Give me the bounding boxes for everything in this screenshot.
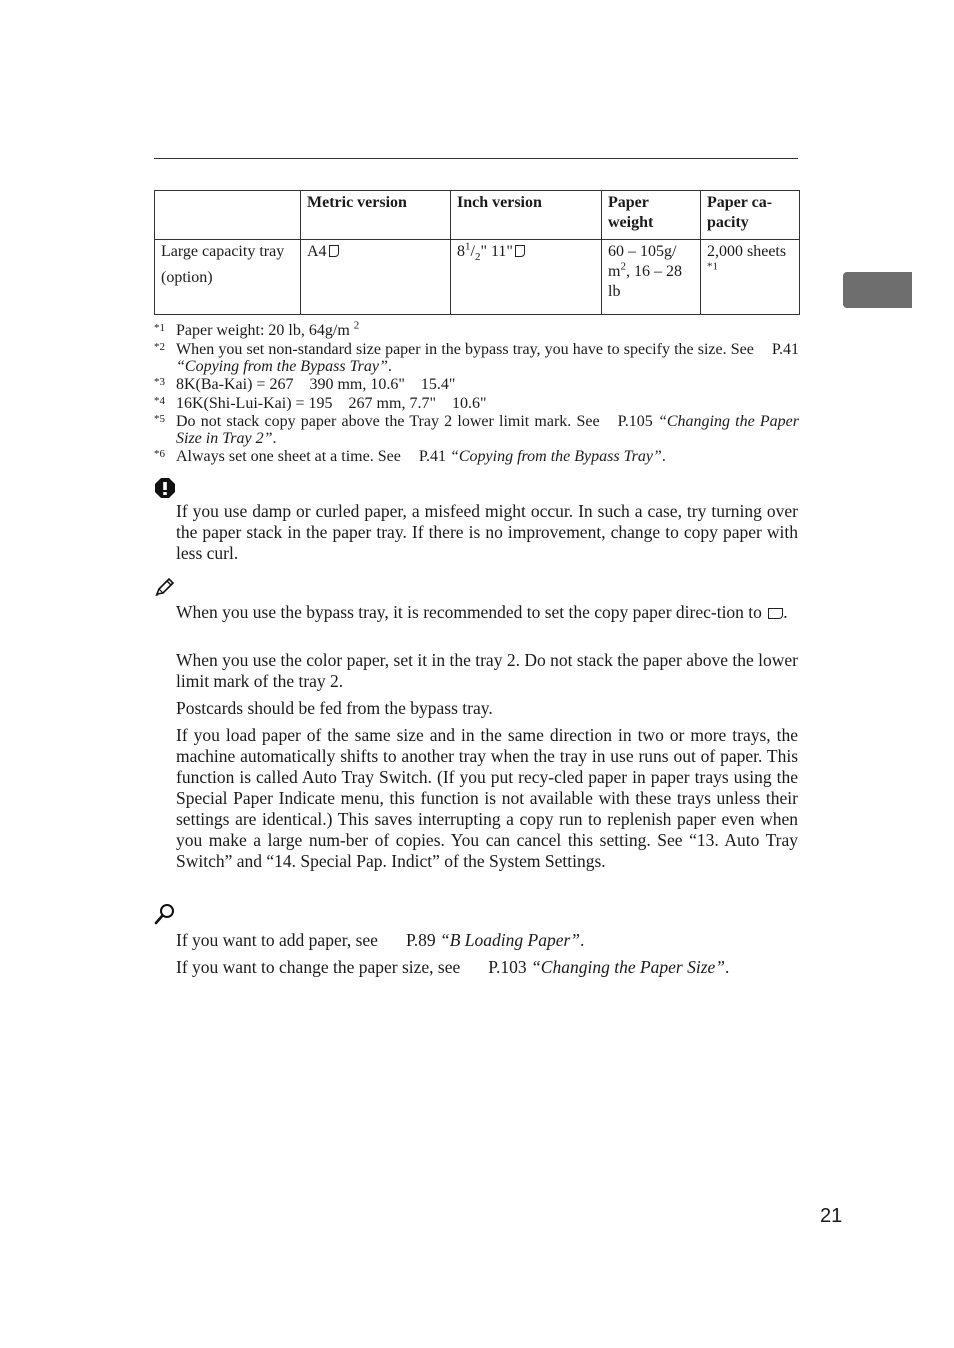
magnifier-icon: [154, 903, 176, 925]
reference-text: If you want to change the paper size, see: [176, 957, 461, 977]
footnote-mark: *1: [154, 322, 165, 334]
note-paragraph: Postcards should be fed from the bypass tray.: [176, 698, 493, 718]
footnote-mark: *2: [154, 341, 165, 353]
page-reference[interactable]: P.41: [418, 448, 446, 465]
page-reference[interactable]: P.89: [405, 930, 436, 950]
important-icon: [154, 477, 176, 499]
important-paragraph: If you use damp or curled paper, a misfeed might occur. In such a case, try turning over the paper stack in the paper tray. If there is no improvement, change to copy paper with less curl.: [176, 501, 798, 563]
pencil-icon: [154, 577, 176, 597]
footnote-superscript: 2: [353, 319, 360, 332]
note-text: When you use the bypass tray, it is recommended to set the copy paper direc-tion to: [176, 602, 762, 622]
inch-numerator: 1: [465, 240, 471, 253]
reference-paragraph: [176, 957, 798, 978]
reference-title[interactable]: “Changing the Paper Size in Tray 2”: [176, 413, 799, 447]
table-header: Inch version: [451, 191, 602, 240]
footnote-mark: *3: [154, 376, 165, 388]
punctuation: .: [661, 448, 666, 465]
footnote-text: Always set one sheet at a time. See: [176, 448, 401, 465]
reference-title[interactable]: “B Loading Paper”: [439, 930, 581, 950]
portrait-orientation-icon: [329, 245, 339, 257]
punctuation: .: [580, 930, 585, 950]
note-paragraph: If you load paper of the same size and in the same direction in two or more trays, the machine automatically shifts to another tray when the tray in use runs out of paper. This function is called Auto Tray Switch. (If you put recy-cled paper in paper trays using the Special Paper Indicate menu, this function is not available with these trays unless their settings are identical.) This saves interrupting a copy run to replenish paper even when you make a large num-ber of copies. You can cancel this setting. See “13. Auto Tray Switch” and “14. Special Pap. Indict” of the System Settings.: [176, 725, 798, 871]
table-row: [155, 240, 800, 315]
footnote-mark: *4: [154, 395, 165, 407]
table-cell-inch: $8^1/_2$" 11": [451, 240, 602, 315]
chapter-tab: [843, 272, 912, 308]
note-paragraph: When you use the bypass tray, it is recommended to set the copy paper direc-tion to .: [176, 602, 788, 622]
footnote-text: Paper weight: 20 lb, 64g/m: [176, 322, 350, 339]
footnote-4: [154, 395, 799, 412]
capacity-footnote-ref: *1: [707, 260, 718, 273]
source-option: (option): [161, 269, 213, 286]
footnote-2: [154, 341, 799, 375]
inch-rest: " 11": [480, 243, 513, 260]
footnote-6: [154, 448, 799, 465]
punctuation: .: [387, 358, 392, 375]
punctuation: .: [272, 430, 277, 447]
header-rule: [154, 158, 798, 159]
table-cell-weight: [602, 240, 701, 315]
table-cell-capacity: [701, 240, 800, 315]
reference-text: If you want to add paper, see: [176, 930, 378, 950]
page-reference[interactable]: P.103: [488, 957, 527, 977]
note-paragraph: When you use the color paper, set it in the tray 2. Do not stack the paper above the lower limit mark of the tray 2.: [176, 650, 798, 691]
table-header-row: [155, 191, 800, 240]
weight-lb: , 16 – 28 lb: [608, 263, 682, 300]
inch-denominator: 2: [474, 251, 481, 264]
footnote-text: When you set non-standard size paper in the bypass tray, you have to specify the size. See: [176, 341, 754, 358]
table-cell-metric: [301, 240, 451, 315]
footnote-text: Do not stack copy paper above the Tray 2 lower limit mark. See: [176, 413, 600, 430]
page-reference[interactable]: P.105: [617, 413, 653, 430]
footnote-5: [154, 413, 799, 447]
footnote-3: [154, 376, 799, 393]
table-header: Paper ca-pacity: [701, 191, 800, 240]
weight-superscript: 2: [620, 260, 626, 273]
punctuation: .: [725, 957, 730, 977]
reference-title[interactable]: “Copying from the Bypass Tray”: [176, 358, 388, 375]
table-cell-source: [155, 240, 301, 315]
metric-size: A4: [307, 243, 327, 260]
page-number: 21: [820, 1205, 843, 1227]
table-header: Metric version: [301, 191, 451, 240]
landscape-orientation-icon: [768, 608, 783, 619]
portrait-orientation-icon: [515, 245, 525, 257]
footnote-mark: *6: [154, 448, 165, 460]
footnote-text: 8K(Ba-Kai) = 267 390 mm, 10.6" 15.4": [176, 376, 456, 393]
source-name: Large capacity tray: [161, 243, 285, 260]
footnote-mark: *5: [154, 413, 165, 425]
capacity-value: 2,000 sheets: [707, 243, 787, 260]
footnote-1: [154, 319, 799, 339]
footnote-text: 16K(Shi-Lui-Kai) = 195 267 mm, 7.7" 10.6": [176, 395, 487, 412]
reference-title[interactable]: “Copying from the Bypass Tray”: [449, 448, 662, 465]
weight-range: 60 – 105g/ m: [608, 243, 677, 280]
reference-paragraph: [176, 930, 798, 951]
reference-title[interactable]: “Changing the Paper Size”: [531, 957, 726, 977]
table-header: [155, 191, 301, 240]
table-header: Paper weight: [602, 191, 701, 240]
paper-spec-table: [154, 190, 800, 315]
page-reference[interactable]: P.41: [771, 341, 799, 358]
inch-whole: 8: [457, 243, 465, 260]
